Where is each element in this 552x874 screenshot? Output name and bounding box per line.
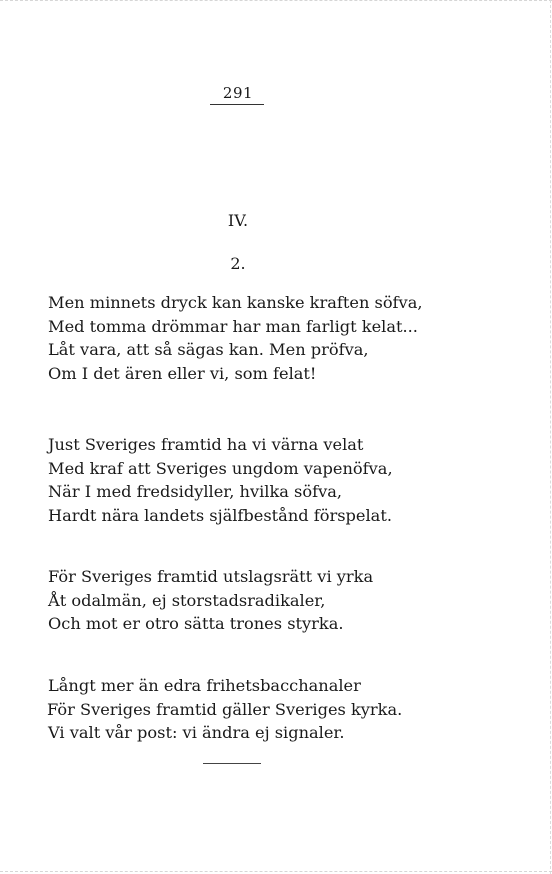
verse-line: Med tomma drömmar har man farligt kelat... (48, 316, 418, 336)
verse-line: För Sveriges framtid utslagsrätt vi yrka (48, 567, 374, 586)
page-edge-bottom (0, 871, 552, 872)
stanza-3 (48, 565, 373, 636)
stanza-2 (48, 433, 393, 527)
verse-line: Men minnets dryck kan kanske kraften söfva, (48, 293, 423, 312)
verse-line: Låt vara, att så sägas kan. Men pröfva, (48, 340, 369, 359)
verse-line: Åt odalmän, ej storstadsradikaler, (48, 590, 326, 610)
verse-line: Och mot er otro sätta trones styrka. (48, 614, 344, 633)
verse-line: Vi valt vår post: vi ändra ej signaler. (48, 723, 345, 742)
poem-number: 2. (230, 254, 246, 273)
page-number: 291 (222, 84, 254, 102)
verse-line: Om I det ären eller vi, som felat! (48, 363, 317, 383)
verse-line: Just Sveriges framtid ha vi värna velat (48, 435, 364, 454)
verse-line: För Sveriges framtid gäller Sveriges kyrka. (47, 699, 403, 719)
page-number-rule (210, 104, 264, 105)
page-edge-right (550, 0, 551, 874)
section-numeral: IV. (227, 211, 249, 230)
verse-line: Hardt nära landets själfbestånd förspelat. (48, 505, 392, 525)
verse-line: När I med fredsidyller, hvilka söfva, (48, 482, 343, 501)
stanza-1 (48, 291, 423, 385)
verse-line: Långt mer än edra frihetsbacchanaler (48, 676, 361, 695)
stanza-4 (48, 674, 402, 745)
page-edge-top (0, 0, 552, 1)
verse-line: Med kraf att Sveriges ungdom vapenöfva, (48, 458, 393, 478)
end-rule (203, 763, 261, 764)
